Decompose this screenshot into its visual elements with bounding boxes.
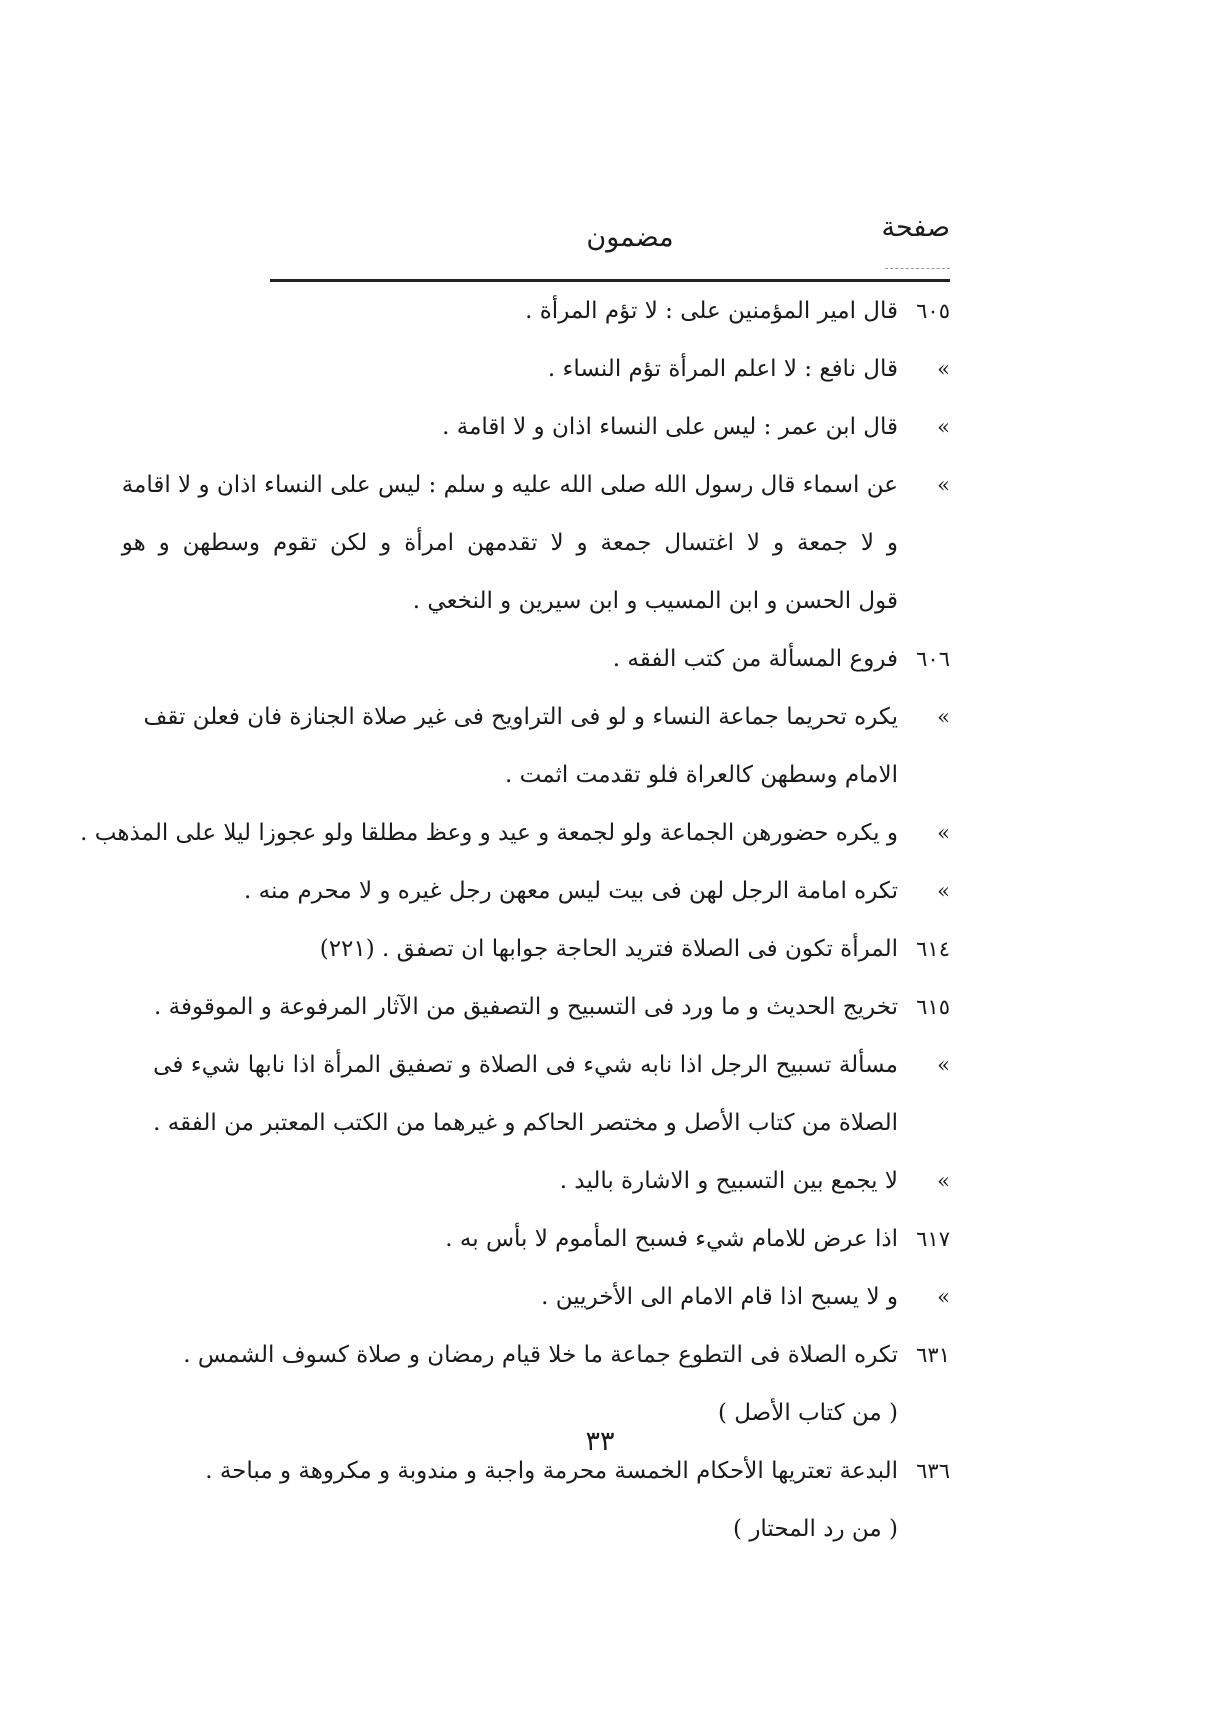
entry-line: و يكره حضورهن الجماعة ولو لجمعة و عيد و وعظ مطلقا ولو عجوزا ليلا على المذهب . bbox=[80, 820, 898, 846]
entry-text bbox=[153, 1036, 898, 1152]
index-entry bbox=[270, 1268, 960, 1326]
entry-page-number: » bbox=[937, 357, 950, 381]
entry-page-number: » bbox=[937, 879, 950, 903]
entry-line: تكره الصلاة فى التطوع جماعة ما خلا قيام رمضان و صلاة كسوف الشمس . bbox=[183, 1342, 898, 1368]
entry-text bbox=[80, 804, 898, 862]
index-entry bbox=[270, 1210, 960, 1268]
index-entry bbox=[244, 862, 960, 920]
entry-line: مسألة تسبيح الرجل اذا نابه شيء فى الصلاة و تصفيق المرأة اذا نابها شيء فى bbox=[153, 1052, 898, 1078]
entry-line: و لا يسبح اذا قام الامام الى الأخريين . bbox=[541, 1284, 898, 1310]
entry-line: البدعة تعتريها الأحكام الخمسة محرمة واجبة و مندوبة و مكروهة و مباحة . bbox=[205, 1458, 898, 1484]
entry-text bbox=[270, 1152, 898, 1210]
header-content-label: مضمون bbox=[586, 222, 674, 253]
entry-text bbox=[154, 978, 898, 1036]
entry-text bbox=[270, 630, 898, 688]
entry-line: فروع المسألة من كتب الفقه . bbox=[612, 646, 898, 672]
entry-page-number: » bbox=[937, 1285, 950, 1309]
entry-line: اذا عرض للامام شيء فسبح المأموم لا بأس به . bbox=[445, 1226, 898, 1252]
entry-text bbox=[244, 862, 898, 920]
header-page-label: صفحة bbox=[881, 212, 950, 243]
entry-page-number: » bbox=[937, 1053, 950, 1077]
index-entry bbox=[270, 920, 960, 978]
entry-page-number: ٦١٤ bbox=[916, 937, 950, 961]
entry-line: قول الحسن و ابن المسيب و ابن سيرين و النخعي . bbox=[412, 588, 898, 614]
entry-page-number: » bbox=[937, 821, 950, 845]
entry-line: قال ابن عمر : ليس على النساء اذان و لا اقامة . bbox=[442, 414, 898, 440]
entry-line: الامام وسطهن كالعراة فلو تقدمت اثمت . bbox=[505, 762, 898, 788]
entry-line: الصلاة من كتاب الأصل و مختصر الحاكم و غيرهما من الكتب المعتبر من الفقه . bbox=[153, 1110, 898, 1136]
entry-text bbox=[122, 456, 898, 630]
entry-text bbox=[144, 688, 898, 804]
entry-text bbox=[270, 920, 898, 978]
index-entries bbox=[80, 282, 960, 1558]
entry-page-number: » bbox=[937, 1169, 950, 1193]
index-entry bbox=[270, 1152, 960, 1210]
entry-page-number: ٦٣١ bbox=[916, 1343, 950, 1367]
entry-page-number: ٦٠٥ bbox=[916, 299, 950, 323]
entry-line: يكره تحريما جماعة النساء و لو فى التراويح فى غير صلاة الجنازة فان فعلن تقف bbox=[143, 704, 898, 730]
entry-line: المرأة تكون فى الصلاة فتريد الحاجة جوابها ان تصفق . (٢٢١) bbox=[319, 936, 898, 962]
entry-text bbox=[270, 1210, 898, 1268]
index-entry bbox=[270, 630, 960, 688]
entry-line: و لا جمعة و لا اغتسال جمعة و لا تقدمهن امرأة و لكن تقوم وسطهن و هو bbox=[121, 530, 898, 556]
entry-text bbox=[270, 1268, 898, 1326]
entry-text bbox=[270, 340, 898, 398]
index-entry bbox=[153, 1036, 960, 1152]
entry-line: قال نافع : لا اعلم المرأة تؤم النساء . bbox=[547, 356, 898, 382]
index-entry bbox=[80, 804, 960, 862]
entry-line: تخريج الحديث و ما ورد فى التسبيح و التصفيق من الآثار المرفوعة و الموقوفة . bbox=[154, 994, 898, 1020]
index-entry bbox=[270, 282, 960, 340]
entry-page-number: ٦١٧ bbox=[916, 1227, 950, 1251]
index-entry bbox=[143, 688, 960, 804]
entry-page-number: » bbox=[937, 415, 950, 439]
index-entry bbox=[154, 978, 960, 1036]
entry-line: ( من رد المحتار ) bbox=[733, 1516, 898, 1542]
entry-line: عن اسماء قال رسول الله صلى الله عليه و سلم : ليس على النساء اذان و لا اقامة bbox=[121, 472, 898, 498]
entry-text bbox=[270, 398, 898, 456]
entry-page-number: » bbox=[937, 473, 950, 497]
index-entry bbox=[270, 340, 960, 398]
entry-page-number: ٦٣٦ bbox=[916, 1459, 950, 1483]
entry-page-number: ٦٠٦ bbox=[916, 647, 950, 671]
page-number: ٣٣ bbox=[585, 1426, 615, 1457]
entry-line: ( من كتاب الأصل ) bbox=[717, 1400, 898, 1426]
entry-line: تكره امامة الرجل لهن فى بيت ليس معهن رجل غيره و لا محرم منه . bbox=[244, 878, 898, 904]
header-dashed-rule bbox=[885, 268, 950, 269]
index-entry bbox=[270, 398, 960, 456]
entry-text bbox=[183, 1326, 898, 1442]
entry-line: لا يجمع بين التسبيح و الاشارة باليد . bbox=[559, 1168, 898, 1194]
entry-page-number: ٦١٥ bbox=[916, 995, 950, 1019]
index-entry bbox=[121, 456, 960, 630]
entry-page-number: » bbox=[937, 705, 950, 729]
entry-text bbox=[270, 282, 898, 340]
entry-line: قال امير المؤمنين على : لا تؤم المرأة . bbox=[525, 298, 898, 324]
